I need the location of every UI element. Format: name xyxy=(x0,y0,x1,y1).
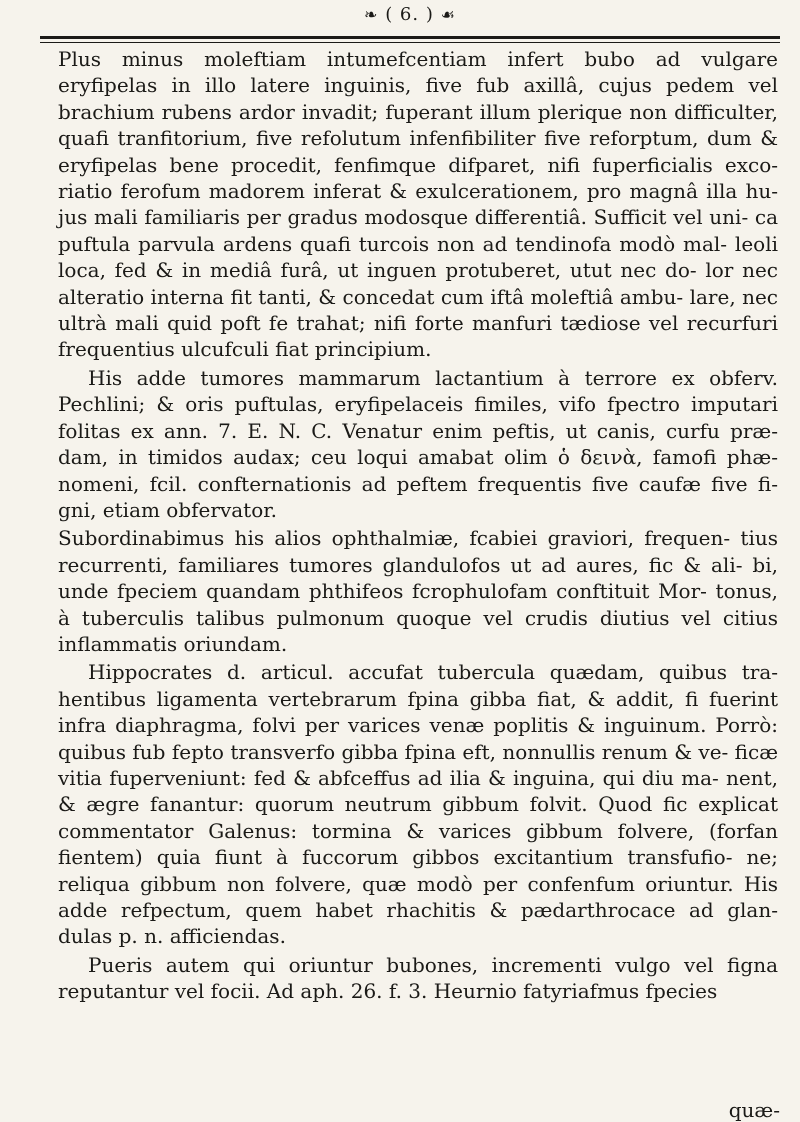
paragraph-2: His adde tumores mammarum lactantium à terrore ex obferv. Pechlini; & oris puftulas, eryfipelaceis fimiles, vifo fpectro imputari folitas ex ann. 7. E. N. C. Venatur enim peftis, ut canis, curfu præ- dam, in timidos audax; ceu loqui amabat olim ὁ δεινὰ, famofi phæ- nomeni, fcil. confternationis ad peftem frequentis five caufæ five fi- gni, etiam obfervator. xyxy=(58,365,778,522)
catchword: quæ- xyxy=(728,1098,780,1122)
paragraph-4: Hippocrates d. articul. accufat tubercula quædam, quibus tra- hentibus ligamenta vertebrarum fpina gibba fiat, & addit, fi fuerint infra diaphragma, folvi per varices venæ poplitis & inguinum. Porrò: quibus fub fepto transverfo gibba fpina eft, nonnullis renum & ve- ficæ vitia fuperveniunt: fed & abfceffus ad ilia & inguina, qui diu ma- nent, & ægre fanantur: quorum neutrum gibbum folvit. Quod fic explicat commentator Galenus: tormina & varices gibbum folvere, (forfan fientem) quia fiunt à fuccorum gibbos excitantium transfufio- ne; reliqua gibbum non folvere, quæ modò per confenfum oriuntur. His adde refpectum, quem habet rhachitis & pædarthrocace ad glan- dulas p. n. afficiendas. xyxy=(58,660,778,949)
paragraph-1: Plus minus moleftiam intumefcentiam infert bubo ad vulgare eryfipelas in illo latere inguinis, five fub axillâ, cujus pedem vel brachium rubens ardor invadit; fuperant illum plerique non difficulter, quafi tranfitorium, five refolutum infenfibiliter five reforptum, dum & eryfipelas bene procedit, fenfimque difparet, nifi fuperficialis exco- riatio ferofum madorem inferat & exulcerationem, pro magnâ illa hu- jus mali familiaris per gradus modosque differentiâ. Sufficit vel uni- ca puftula parvula ardens quafi turcois non ad tendinofa modò mal- leoli loca, fed & in mediâ furâ, ut inguen protuberet, utut nec do- lor nec alteratio interna fit tanti, & concedat cum iftâ moleftiâ ambu- lare, nec ultrà mali quid poft fe trahat; nifi forte manfuri tædiose vel recurfuri frequentius ulcufculi fiat principium. xyxy=(58,47,778,362)
right-ornament-icon: ☙ xyxy=(440,5,456,24)
header-rule xyxy=(40,36,780,39)
header-rule-thin xyxy=(40,42,780,43)
paragraph-5: Pueris autem qui oriuntur bubones, incrementi vulgo vel figna reputantur vel focii. Ad aph. 26. f. 3. Heurnio fatyriafmus fpecies xyxy=(58,952,778,1004)
page-number: ( 6. ) xyxy=(385,4,434,25)
paragraph-3: Subordinabimus his alios ophthalmiæ, fcabiei graviori, frequen- tius recurrenti, familiares tumores glandulofos ut ad aures, fic & ali- bi, unde fpeciem quandam phthifeos fcrophulofam conftituit Mor- tonus, à tuberculis talibus pulmonum quoque vel crudis diutius vel citius inflammatis oriundam. xyxy=(58,526,778,656)
body-text xyxy=(58,46,778,1005)
document-page xyxy=(40,0,780,1122)
left-ornament-icon: ❧ xyxy=(364,5,379,24)
page-header xyxy=(40,4,780,25)
